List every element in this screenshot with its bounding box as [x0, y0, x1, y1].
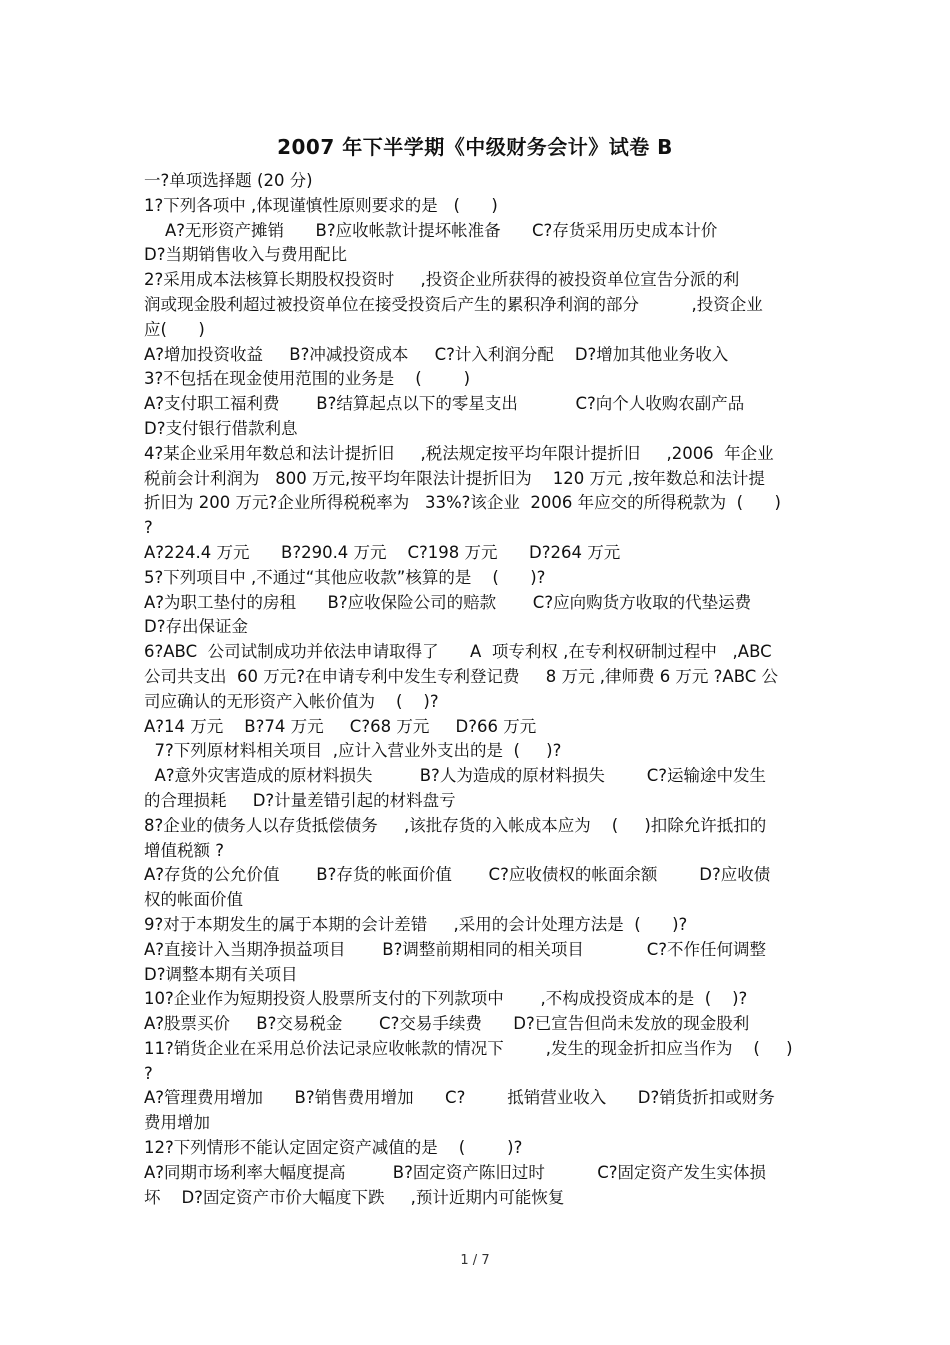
- page-number: 1 / 7: [460, 1253, 490, 1268]
- text-line: A?同期市场利率大幅度提高 B?固定资产陈旧过时 C?固定资产发生实体损: [144, 1162, 767, 1182]
- text-line: 6?ABC 公司试制成功并依法申请取得了 A 项专利权 ,在专利权研制过程中 ,ABC: [144, 642, 772, 662]
- text-line: 10?企业作为短期投资人股票所支付的下列款项中 ,不构成投资成本的是 ( )?: [144, 989, 748, 1009]
- text-line: 公司共支出 60 万元?在申请专利中发生专利登记费 8 万元 ,律师费 6 万元 ?ABC 公: [144, 666, 779, 686]
- text-line: A?意外灾害造成的原材料损失 B?人为造成的原材料损失 C?运输途中发生: [144, 766, 767, 786]
- text-line: A?支付职工福利费 B?结算起点以下的零星支出 C?向个人收购农副产品: [144, 394, 745, 414]
- text-line: A?存货的公允价值 B?存货的帐面价值 C?应收债权的帐面余额 D?应收债: [144, 865, 771, 885]
- text-line: 2?采用成本法核算长期股权投资时 ,投资企业所获得的被投资单位宣告分派的利: [144, 270, 740, 290]
- text-line: A?直接计入当期净损益项目 B?调整前期相同的相关项目 C?不作任何调整: [144, 939, 767, 959]
- text-line: A?增加投资收益 B?冲减投资成本 C?计入利润分配 D?增加其他业务收入: [144, 344, 729, 364]
- text-line: D?存出保证金: [144, 617, 248, 637]
- text-line: A?14 万元 B?74 万元 C?68 万元 D?66 万元: [144, 716, 537, 736]
- text-line: 费用增加: [144, 1113, 210, 1133]
- text-line: A?无形资产摊销 B?应收帐款计提坏帐准备 C?存货采用历史成本计价: [144, 220, 718, 240]
- exam-title: 2007 年下半学期《中级财务会计》试卷 B: [277, 135, 673, 159]
- text-line: ?: [144, 518, 153, 538]
- text-line: 权的帐面价值: [144, 890, 243, 910]
- text-line: 润或现金股利超过被投资单位在接受投资后产生的累积净利润的部分 ,投资企业: [144, 294, 763, 314]
- text-line: D?当期销售收入与费用配比: [144, 245, 347, 265]
- text-line: 3?不包括在现金使用范围的业务是 ( ): [144, 369, 471, 389]
- text-line: 1?下列各项中 ,体现谨慎性原则要求的是 ( ): [144, 195, 498, 215]
- text-line: 7?下列原材料相关项目 ,应计入营业外支出的是 ( )?: [144, 741, 562, 761]
- text-line: 9?对于本期发生的属于本期的会计差错 ,采用的会计处理方法是 ( )?: [144, 914, 688, 934]
- text-line: 4?某企业采用年数总和法计提折旧 ,税法规定按平均年限计提折旧 ,2006 年企业: [144, 443, 774, 463]
- text-line: 增值税额 ?: [144, 840, 225, 860]
- text-line: A?224.4 万元 B?290.4 万元 C?198 万元 D?264 万元: [144, 542, 621, 562]
- text-line: A?为职工垫付的房租 B?应收保险公司的赔款 C?应向购货方收取的代垫运费: [144, 592, 752, 612]
- text-line: 8?企业的债务人以存货抵偿债务 ,该批存货的入帐成本应为 ( )扣除允许抵扣的: [144, 815, 767, 835]
- text-line: 应( ): [144, 319, 205, 339]
- text-line: 折旧为 200 万元?企业所得税税率为 33%?该企业 2006 年应交的所得税款为 ( ): [144, 493, 781, 513]
- text-line: 5?下列项目中 ,不通过“其他应收款”核算的是 ( )?: [144, 567, 546, 587]
- text-line: A?股票买价 B?交易税金 C?交易手续费 D?已宣告但尚未发放的现金股利: [144, 1014, 750, 1034]
- text-line: 一?单项选择题 (20 分): [144, 171, 313, 190]
- text-line: A?管理费用增加 B?销售费用增加 C? 抵销营业收入 D?销货折扣或财务: [144, 1088, 775, 1108]
- text-line: 坏 D?固定资产市价大幅度下跌 ,预计近期内可能恢复: [144, 1187, 565, 1207]
- text-line: 司应确认的无形资产入帐价值为 ( )?: [144, 691, 439, 711]
- text-line: 税前会计利润为 800 万元,按平均年限法计提折旧为 120 万元 ,按年数总和法计提: [144, 468, 765, 488]
- text-line: D?支付银行借款利息: [144, 418, 298, 438]
- text-line: 12?下列情形不能认定固定资产减值的是 ( )?: [144, 1138, 523, 1158]
- text-line: 的合理损耗 D?计量差错引起的材料盘亏: [144, 790, 456, 810]
- text-line: D?调整本期有关项目: [144, 964, 298, 984]
- text-line: ?: [144, 1063, 153, 1083]
- text-line: 11?销货企业在采用总价法记录应收帐款的情况下 ,发生的现金折扣应当作为 ( ): [144, 1038, 793, 1058]
- exam-body: [144, 169, 812, 1210]
